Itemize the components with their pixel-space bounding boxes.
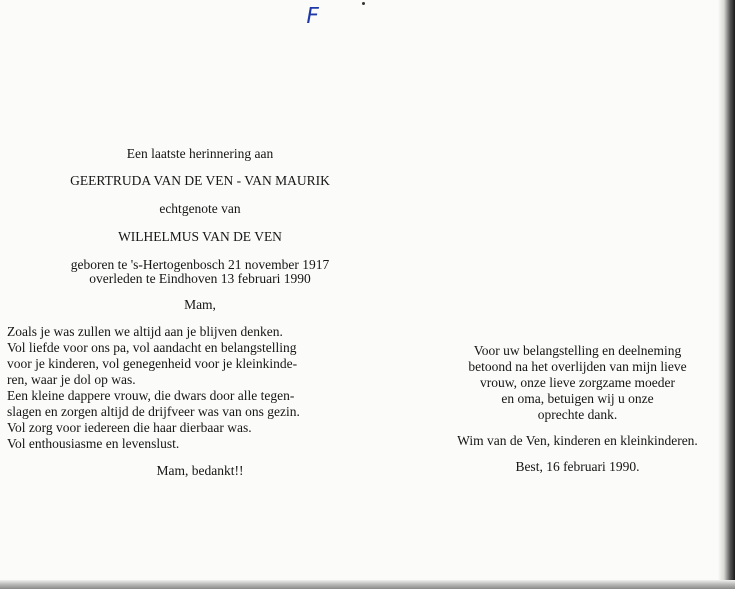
poem-line: Zoals je was zullen we altijd aan je blijven denken. bbox=[7, 324, 283, 339]
thanks-line: en oma, betuigen wij u onze bbox=[501, 391, 654, 406]
closing-line: Mam, bedankt!! bbox=[156, 463, 244, 478]
poem-line: voor je kinderen, vol genegenheid voor je kleinkinde- bbox=[7, 356, 298, 371]
place-date-line: Best, 16 februari 1990. bbox=[515, 459, 640, 474]
poem-line: ren, waar je dol op was. bbox=[7, 372, 136, 387]
scan-edge-bottom bbox=[0, 580, 735, 589]
thanks-line: Voor uw belangstelling en deelneming bbox=[473, 343, 682, 358]
salutation: Mam, bbox=[184, 297, 216, 312]
relation-line: echtgenote van bbox=[159, 201, 241, 216]
deceased-name: GEERTRUDA VAN DE VEN - VAN MAURIK bbox=[70, 173, 330, 188]
scan-edge-right bbox=[718, 0, 735, 589]
poem-line: Vol enthousiasme en levenslust. bbox=[7, 436, 180, 451]
poem-line: Vol liefde voor ons pa, vol aandacht en belangstelling bbox=[7, 340, 297, 355]
poem-line: Vol zorg voor iedereen die haar dierbaar was. bbox=[7, 420, 252, 435]
handwritten-mark: F bbox=[303, 4, 321, 29]
signature-line: Wim van de Ven, kinderen en kleinkinderen. bbox=[457, 433, 698, 448]
intro-line: Een laatste herinnering aan bbox=[126, 146, 274, 161]
poem-line: Een kleine dappere vrouw, die dwars door alle tegen- bbox=[7, 388, 295, 403]
death-line: overleden te Eindhoven 13 februari 1990 bbox=[89, 271, 311, 286]
poem-line: slagen en zorgen altijd de drijfveer was van ons gezin. bbox=[7, 404, 300, 419]
thanks-line: oprechte dank. bbox=[537, 407, 618, 422]
thanks-line: betoond na het overlijden van mijn lieve bbox=[468, 359, 687, 374]
spouse-name: WILHELMUS VAN DE VEN bbox=[118, 229, 282, 244]
birth-line: geboren te 's-Hertogenbosch 21 november 1917 bbox=[70, 257, 330, 272]
ink-speck bbox=[362, 2, 365, 5]
thanks-line: vrouw, onze lieve zorgzame moeder bbox=[480, 375, 675, 390]
